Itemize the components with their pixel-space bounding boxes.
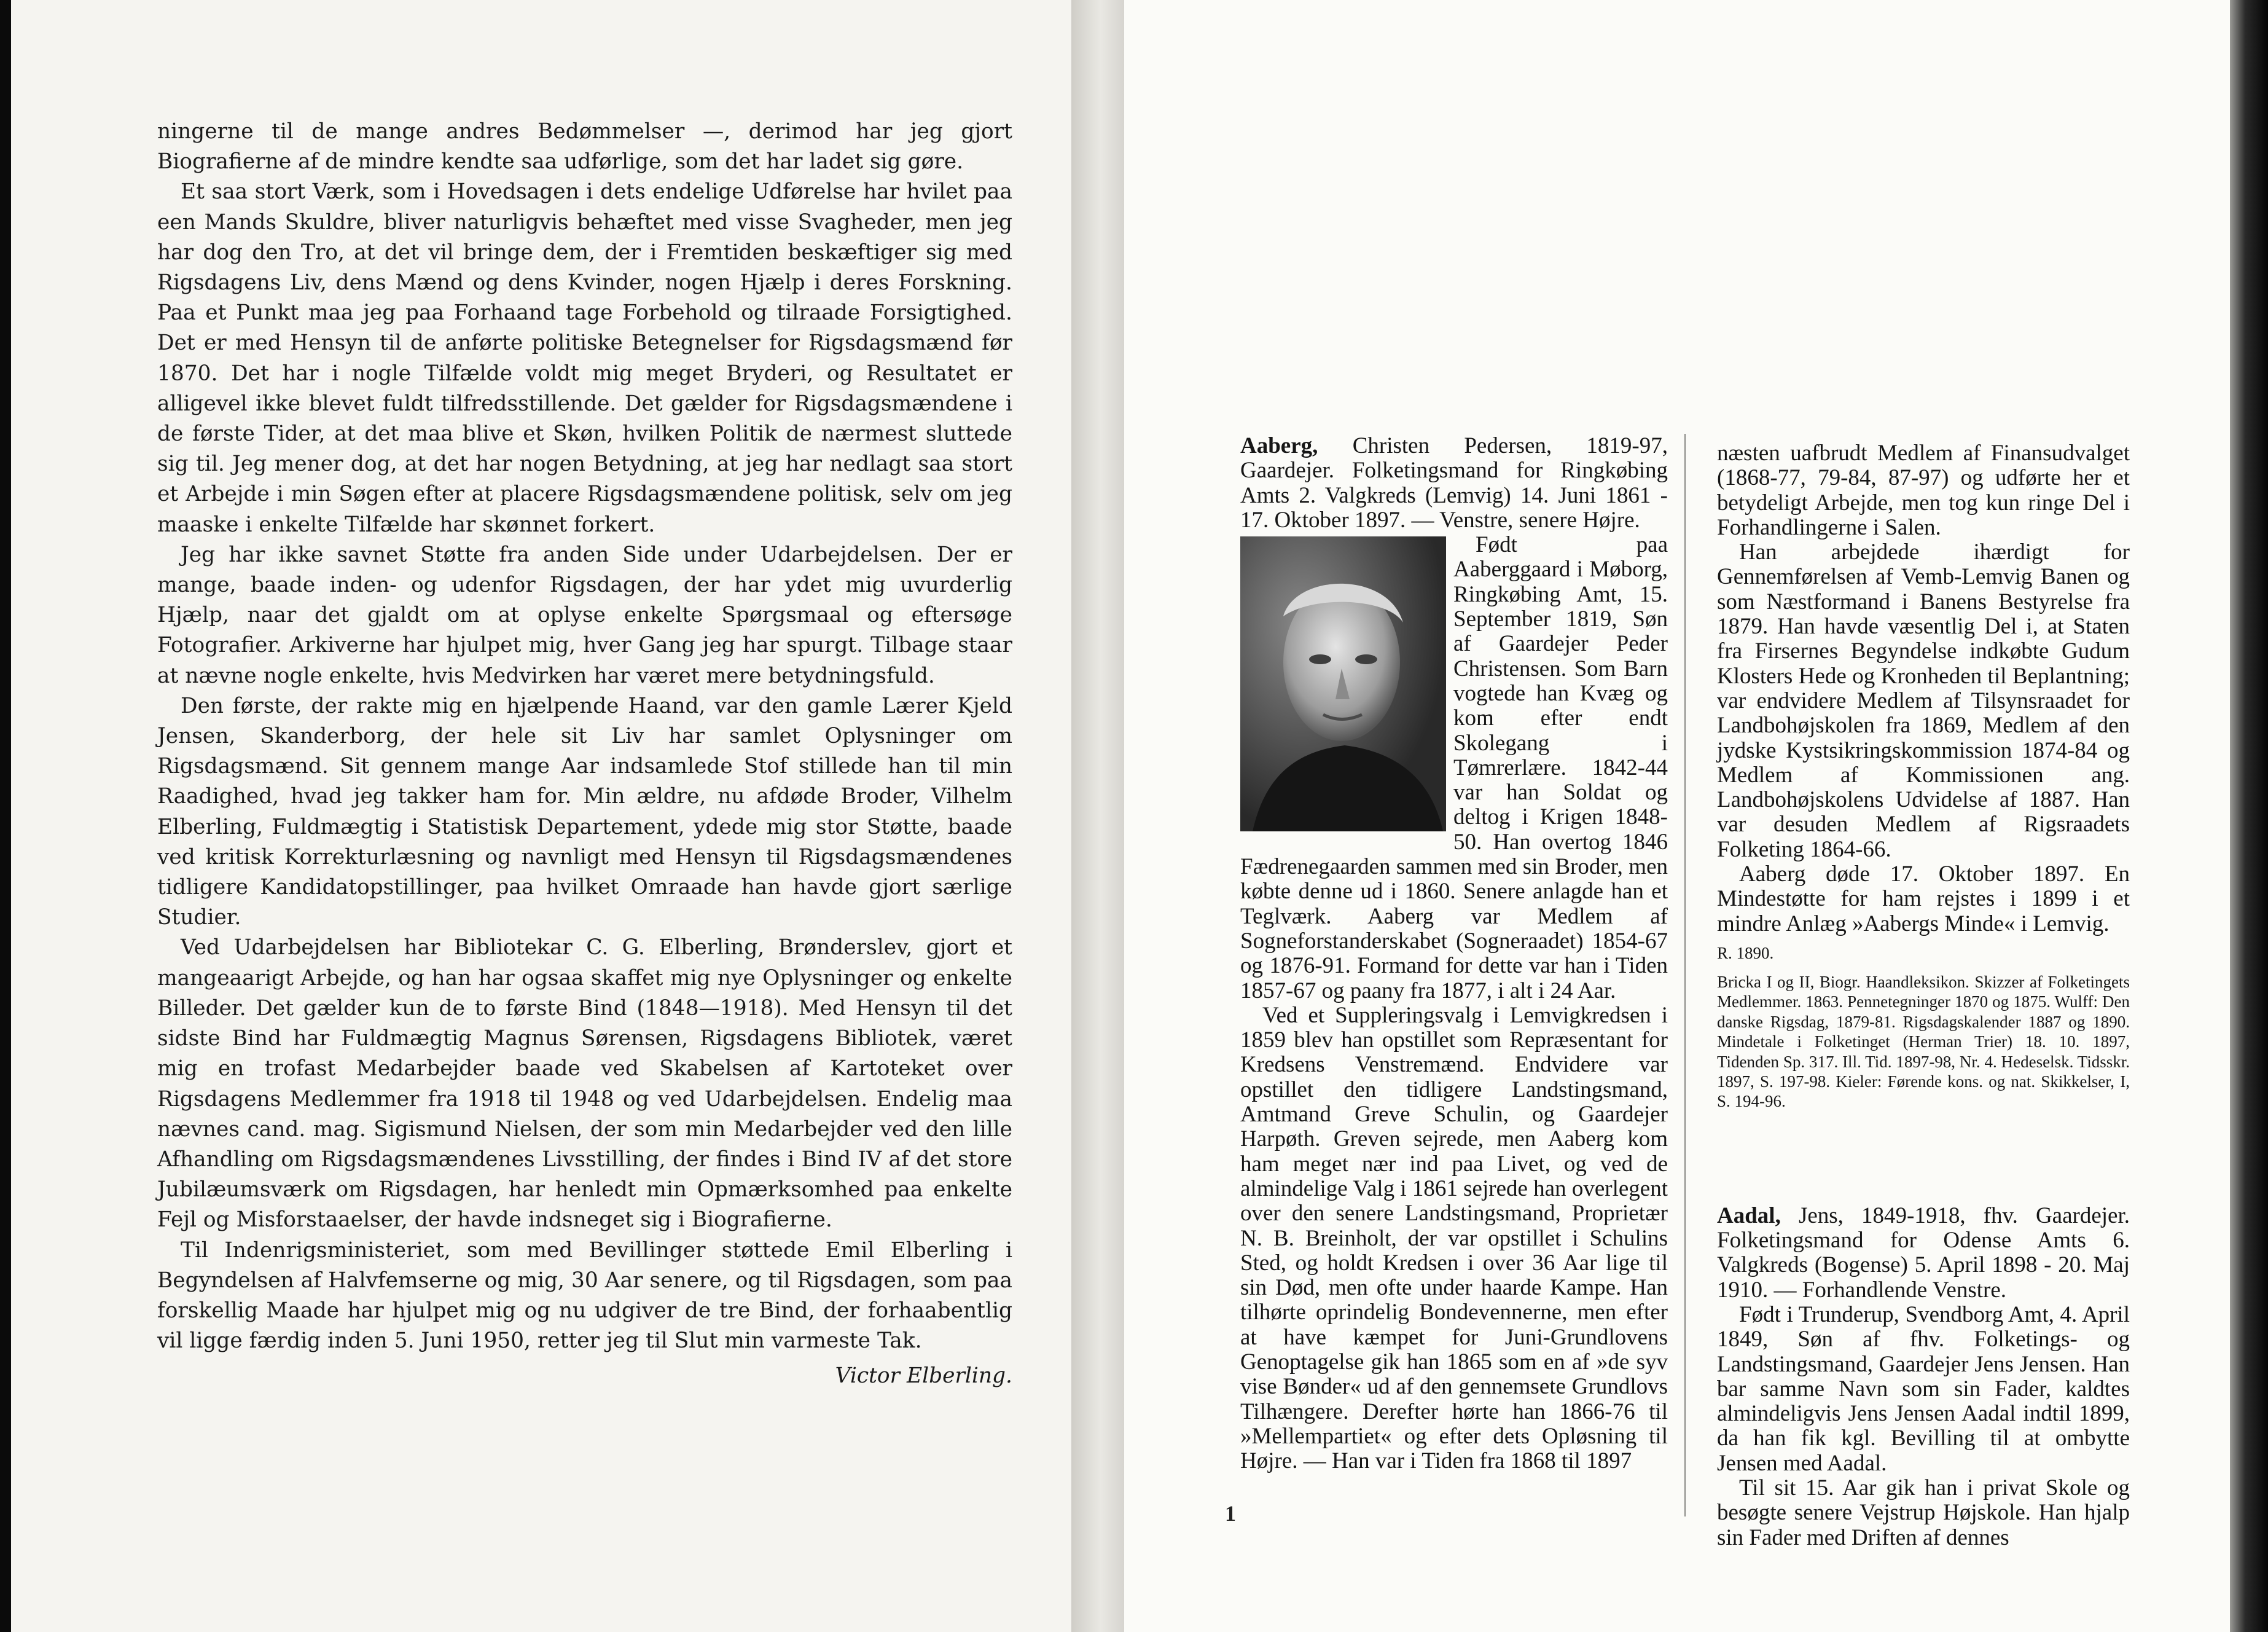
preface-signature: Victor Elberling.	[835, 1363, 1012, 1389]
entry-spacer	[1717, 1112, 2130, 1204]
page-edge	[2230, 0, 2268, 1632]
entry-aaberg-ref: R. 1890.	[1717, 943, 1774, 962]
preface-paragraph: Et saa stort Værk, som i Hovedsagen i dets endelige Udførelse har hvilet paa een Mands Skuldre, bliver naturligvis behæftet med visse Svagheder, men jeg har dog den Tro, at det vil bringe dem, der i Fremtiden beskæftiger sig med Rigsdagens Liv, dens Mænd og dens Kvinder, nogen Hjælp i deres Forskning. Paa et Punkt maa jeg paa Forhaand tage Forbehold og tilraade Forsigtighed. Det er med Hensyn til de anførte politiske Betegnelser for Rigsdagsmænd før 1870. Det har i nogle Tilfælde voldt mig meget Bryderi, og Resultatet er alligevel ikke blevet fuldt tilfredsstillende. Det gælder for Rigsdagsmændene i de første Tider, at det maa blive et Skøn, hvilken Politik de nærmest sluttede sig til. Jeg mener dog, at det har nogen Betydning, at jeg har nedlagt saa stort et Arbejde i min Søgen efter at placere Rigsdagsmændene politisk, selv om jeg maaske i enkelte Tilfælde har skønnet forkert.	[157, 179, 1012, 537]
entry-aaberg-name: Aaberg,	[1240, 433, 1318, 458]
preface-paragraph: Til Indenrigsministeriet, som med Bevillinger støttede Emil Elberling i Begyndelsen af Halvfemserne og mig, 30 Aar senere, og til Rigsdagen, som paa forskellig Maade har hjulpet mig og nu udgiver de tre Bind, der forhaabentlig vil ligge færdig inden 5. Juni 1950, retter jeg til Slut min varmeste Tak.	[157, 1238, 1012, 1354]
entry-aaberg-sources: Bricka I og II, Biogr. Haandleksikon. Skizzer af Folketingets Medlemmer. 1863. Pennetegninger 1870 og 1875. Wulff: Den danske Rigsdag, 1879-81. Rigsdagskalender 1887 og 1890. Mindetale i Folketinget (Herman Trier) 18. 10. 1897, Tidenden Sp. 317. Ill. Tid. 1897-98, Nr. 4. Hedeselsk. Tidsskr. 1897, S. 197-98. Kieler: Førende kons. og nat. Skikkelser, I, S. 194-96.	[1717, 972, 2130, 1111]
preface-paragraph: Den første, der rakte mig en hjælpende Haand, var den gamle Lærer Kjeld Jensen, Skanderborg, der hele sit Liv har samlet Oplysninger om Rigsdagsmænd. Sit gennem mange Aar indsamlede Stof stillede han til min Raadighed, hvad jeg takker ham for. Min ældre, nu afdøde Broder, Vilhelm Elberling, Fuldmægtig i Statistisk Departement, ydede mig stor Støtte, baade ved kritisk Korrekturlæsning og navnligt med Hensyn til Rigsdagsmændenes tidligere Kandidatopstillinger, paa hvilket Omraade han havde gjort særlige Studier.	[157, 693, 1012, 930]
entry-aaberg-bio-2: Ved et Suppleringsvalg i Lemvigkredsen i 1859 blev han opstillet som Repræsentant for Kredsens Venstremænd. Endvidere var opstillet den tidligere Landstingsmand, Amtmand Greve Schulin, og Gaardejer Harpøth. Greven sejrede, men Aaberg kom ham meget nær ind paa Livet, og ved de almindelige Valg i 1861 sejrede han overlegent over den senere Landstingsmand, Proprietær N. B. Breinholt, der var opstillet i Schulins Sted, og holdt Kredsen i over 36 Aar lige til sin Død, men ofte under haarde Kampe. Han tilhørte oprindelig Bondevennerne, men efter at have kæmpet for Juni-Grundlovens Genoptagelse gik han 1865 som en af »de syv vise Bønder« ud af den gennemsete Grundlovs Tilhængere. Derefter hørte han 1866-76 til »Mellempartiet« og efter dets Opløsning til Højre. — Han var i Tiden fra 1868 til 1897	[1240, 1002, 1668, 1474]
entry-aaberg-header-text: Christen Pedersen, 1819-97, Gaardejer. Folketingsmand for Ringkøbing Amts 2. Valgkreds (Lemvig) 14. Juni 1861 - 17. Oktober 1897. — Venstre, senere Højre.	[1240, 433, 1668, 533]
left-column	[1240, 434, 1668, 1473]
entry-aaberg-header	[1240, 434, 1668, 533]
preface-paragraph: Ved Udarbejdelsen har Bibliotekar C. G. Elberling, Brønderslev, gjort et mangeaarigt Arbejde, og han har ogsaa skaffet mig nye Oplysninger og enkelte Billeder. Det gælder kun de to første Bind (1848—1918). Med Hensyn til det sidste Bind har Fuldmægtig Magnus Sørensen, Rigsdagens Bibliotek, været mig en trofast Medarbejder baade ved Skabelsen af Kartoteket over Rigsdagens Medlemmer fra 1918 til 1948 og ved Udarbejdelsen. Endelig maa nævnes cand. mag. Sigismund Nielsen, der som min Medarbejder ved den lille Afhandling om Rigsdagsmændenes Livsstilling, der findes i Bind IV af det store Jubilæumsværk om Rigsdagen, har henledt min Opmærksomhed paa enkelte Fejl og Misforstaaelser, der havde indsneget sig i Biografierne.	[157, 935, 1012, 1233]
portrait-photo	[1240, 536, 1446, 831]
entry-aaberg-bio-3: næsten uafbrudt Medlem af Finansudvalget (1868-77, 79-84, 87-97) og udførte her et betydeligt Arbejde, men tog kun ringe Del i Forhandlingerne i Salen.	[1717, 441, 2130, 540]
entry-aadal-bio-2: Til sit 15. Aar gik han i privat Skole og besøgte senere Vejstrup Højskole. Han hjalp sin Fader med Driften af dennes	[1717, 1475, 2130, 1550]
entry-aaberg-bio-5: Aaberg døde 17. Oktober 1897. En Mindestøtte for ham rejstes i 1899 i et mindre Anlæg »Aabergs Minde« i Lemvig.	[1717, 861, 2130, 936]
book-spine	[1071, 0, 1124, 1632]
page-number: 1	[1225, 1501, 1236, 1526]
entry-aadal-bio-1: Født i Trunderup, Svendborg Amt, 4. April 1849, Søn af fhv. Folketings- og Landstingsmand, Gaardejer Jens Jensen. Han bar samme Navn som sin Fader, kaldtes almindeligvis Jens Jensen Aadal indtil 1899, da han fik kgl. Bevilling til at ombytte Jensen med Aadal.	[1717, 1301, 2130, 1476]
right-page	[1124, 0, 2230, 1632]
preface-paragraph: Jeg har ikke savnet Støtte fra anden Side under Udarbejdelsen. Der er mange, baade inden- og udenfor Rigsdagen, der har ydet mig uvurderlig Hjælp, naar det gjaldt om at oplyse enkelte Spørgsmaal og eftersøge Fotografier. Arkiverne har hjulpet mig, hver Gang jeg har spurgt. Tilbage staar at nævne nogle enkelte, hvis Medvirken har været mere betydningsfuld.	[157, 542, 1012, 688]
left-page	[11, 0, 1071, 1632]
right-column	[1717, 441, 2130, 1550]
entry-aaberg-bio-1: Født paa Aaberggaard i Møborg, Ringkøbing Amt, 15. September 1819, Søn af Gaardejer Peder Christensen. Som Barn vogtede han Kvæg og kom efter endt Skolegang i Tømrerlære. 1842-44 var han Soldat og deltog i Krigen 1848-50. Han overtog 1846 Fædrenegaarden sammen med sin Broder, men købte denne ud i 1860. Senere anlagde han et Teglværk. Aaberg var Medlem af Sogneforstanderskabet (Sogneraadet) 1854-67 og 1876-91. Formand for dette var han i Tiden 1857-67 og paany fra 1877, i alt i 24 Aar.	[1240, 532, 1668, 1003]
preface-text	[157, 117, 1012, 1392]
entry-aadal-header-text: Jens, 1849-1918, fhv. Gaardejer. Folketingsmand for Odense Amts 6. Valgkreds (Bogense) 5. April 1898 - 20. Maj 1910. — Forhandlende Venstre.	[1717, 1202, 2130, 1303]
column-divider	[1684, 434, 1686, 1516]
preface-paragraph: ningerne til de mange andres Bedømmelser —, derimod har jeg gjort Biografierne af de mindre kendte saa udførlige, som det har ladet sig gøre.	[157, 119, 1012, 175]
entry-aadal-header	[1717, 1204, 2130, 1303]
entry-aaberg-bio-4: Han arbejdede ihærdigt for Gennemførelsen af Vemb-Lemvig Banen og som Næstformand i Banens Bestyrelse fra 1879. Han havde væsentlig Del i, at Staten fra Firsernes Begyndelse indkøbte Gudum Klosters Hede og Kronheden til Beplantning; var endvidere Medlem af Tilsynsraadet for Landbohøjskolen fra 1869, Medlem af den jydske Kystsikringskommission 1874-84 og Medlem af Kommissionen ang. Landbohøjskolens Udvidelse af 1887. Han var desuden Medlem af Rigsraadets Folketing 1864-66.	[1717, 539, 2130, 862]
portrait-image	[1240, 536, 1446, 831]
entry-aadal-name: Aadal,	[1717, 1202, 1781, 1228]
